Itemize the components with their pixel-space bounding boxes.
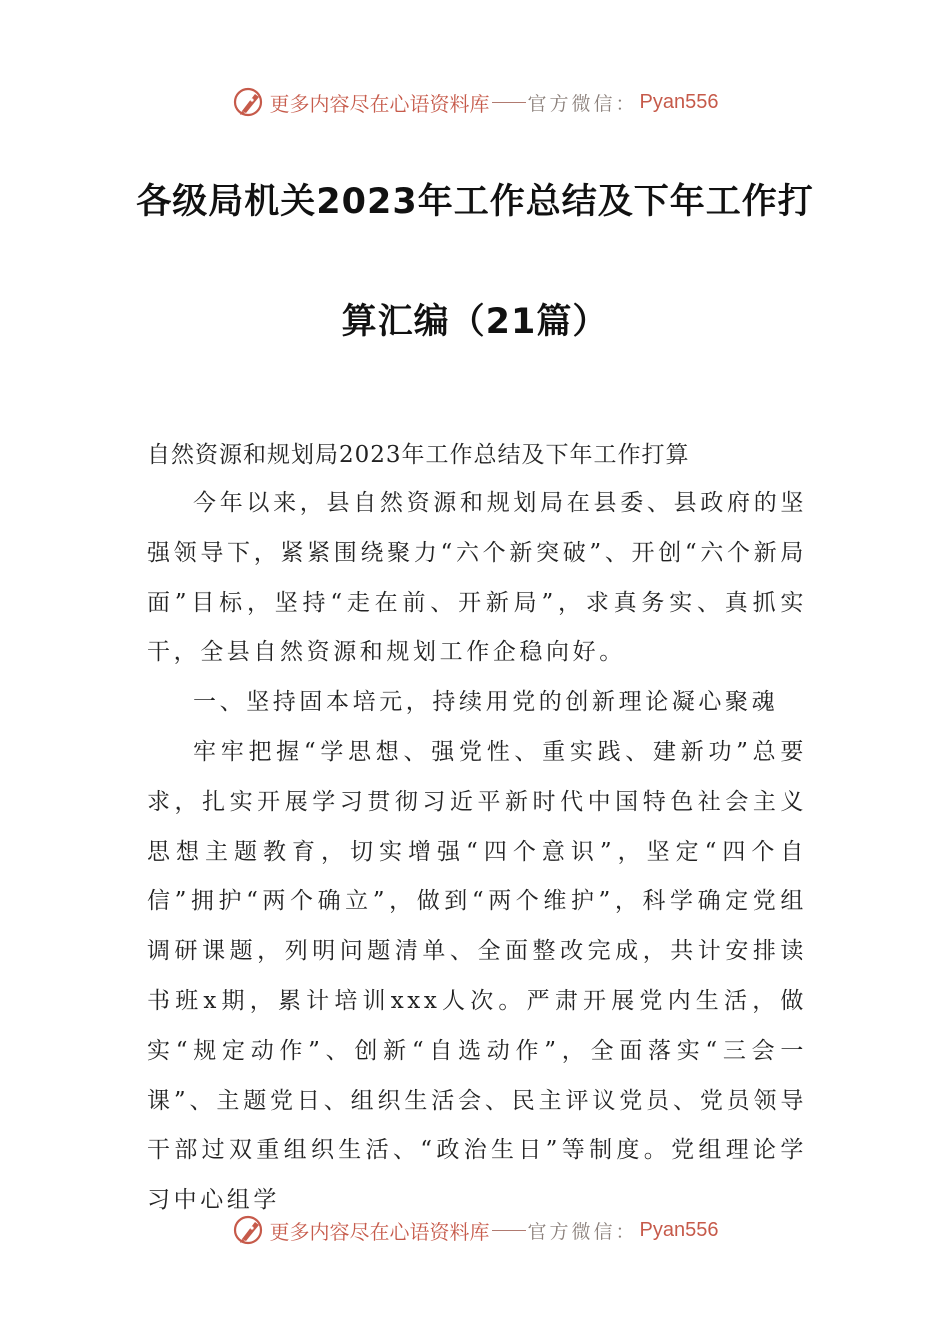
article-subtitle: 自然资源和规划局2023年工作总结及下年工作打算 <box>147 442 690 468</box>
watermark-dash <box>492 102 526 103</box>
section-heading-1: 一、坚持固本培元，持续用党的创新理论凝心聚魂 <box>193 689 779 716</box>
pen-nib-logo-icon <box>232 85 266 119</box>
pen-nib-logo-icon <box>232 1213 266 1247</box>
watermark-brand-text: 更多内容尽在心语资料库 <box>269 91 490 116</box>
body-paragraph-section-1: 牢牢把握“学思想、强党性、重实践、建新功”总要求，扎实开展学习贯彻习近平新时代中国特色社会主义思想主题教育，切实增强“四个意识”，坚定“四个自信”拥护“两个确立”，做到“两个维护”，科学确定党组调研课题，列明问题清单、全面整改完成，共计安排读书班x期，累计培训xxx人次。严肃开展党内生活，做实“规定动作”、创新“自选动作”，全面落实“三会一课”、主题党日、组织生活会、民主评议党员、党员领导干部过双重组织生活、“政治生日”等制度。党组理论学习中心组学 <box>147 738 807 1214</box>
watermark-dash <box>492 1230 526 1231</box>
watermark-header <box>0 82 950 122</box>
watermark-official-label: 官方微信： <box>527 92 638 115</box>
document-title-line-2: 算汇编（21篇） <box>341 302 609 342</box>
body-paragraph-intro: 今年以来，县自然资源和规划局在县委、县政府的坚强领导下，紧紧围绕聚力“六个新突破”、开创“六个新局面”目标，坚持“走在前、开新局”，求真务实、真抓实干，全县自然资源和规划工作企稳向好。 <box>147 490 807 666</box>
watermark-official-label: 官方微信： <box>527 1220 638 1243</box>
document-title-line-1: 各级局机关2023年工作总结及下年工作打 <box>136 182 814 222</box>
watermark-brand-text: 更多内容尽在心语资料库 <box>269 1219 490 1244</box>
watermark-wechat-id: Pyan556 <box>639 90 719 113</box>
watermark-wechat-id: Pyan556 <box>639 1218 719 1241</box>
watermark-footer <box>0 1210 950 1250</box>
article-body <box>147 479 807 1226</box>
